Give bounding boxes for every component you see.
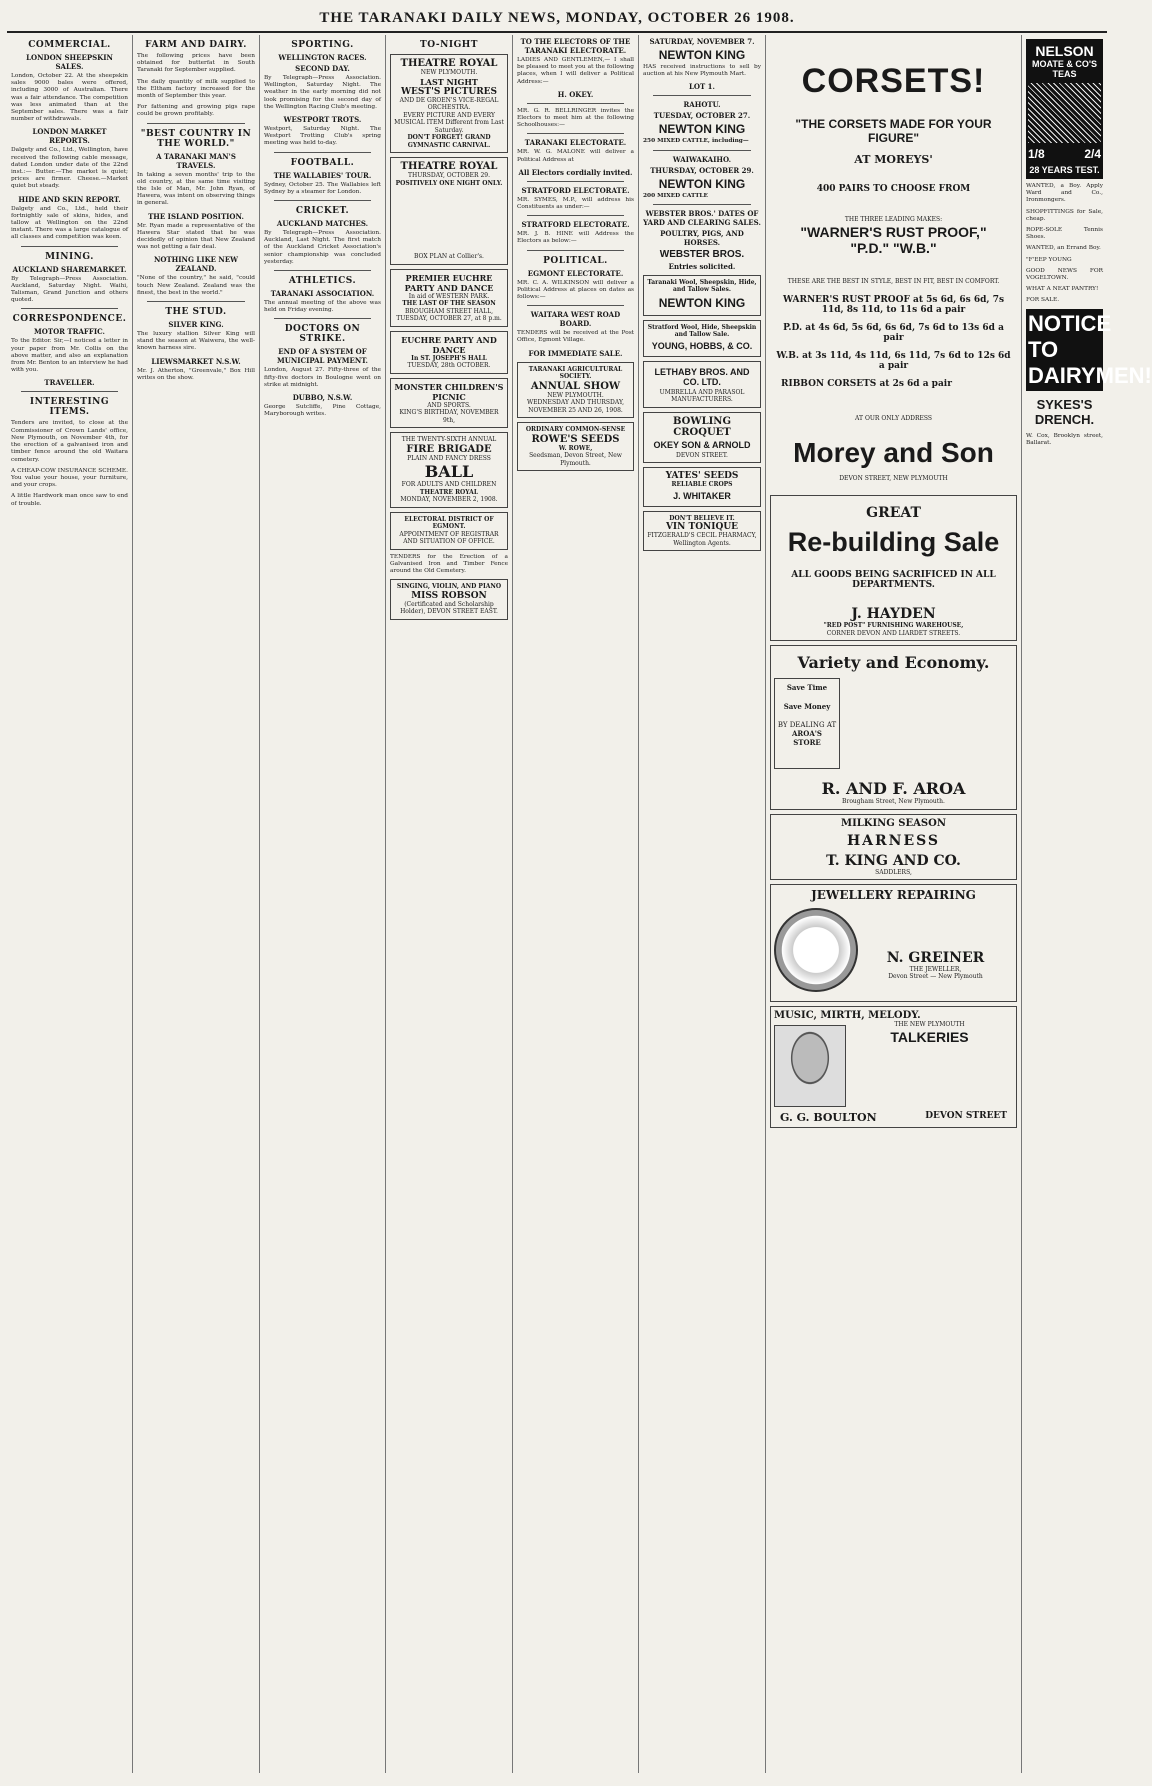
section-heading: INTERESTING ITEMS. <box>29 397 110 418</box>
ad-line: SADDLERS, <box>875 868 912 876</box>
column-classifieds <box>1022 35 1152 1773</box>
ad-title: BOWLING <box>673 415 731 427</box>
ad-line: (Certificated and Scholarship Holder), DEVON STREET EAST. <box>400 600 498 616</box>
ad-title: STRATFORD ELECTORATE. <box>521 220 630 230</box>
talkeries-text <box>846 1021 1013 1111</box>
divider <box>274 200 371 201</box>
ad-line: APPOINTMENT OF REGISTRAR AND SITUATION OF OFFICE. <box>399 530 499 545</box>
ad-line: UMBRELLA AND PARASOL MANUFACTURERS. <box>659 388 745 404</box>
price-line: W.B. at 3s 11d, 4s 11d, 6s 11d, 7s 6d to 12s 6d a pair <box>776 351 1011 371</box>
ad-line: POSITIVELY ONE NIGHT ONLY. <box>395 179 503 187</box>
column-auctions <box>639 35 766 1773</box>
ad-line: THE TWENTY-SIXTH ANNUAL <box>401 436 497 443</box>
watch-icon <box>774 908 858 992</box>
ad-title: Taranaki Wool, Sheepskin, Hide, and Tallow Sales. <box>647 278 757 294</box>
article-text: A CHEAP-COW INSURANCE SCHEME. You value your house, your furniture, and your crops. <box>11 467 128 489</box>
article-text: By Telegraph—Press Association. Wellington, Saturday Night. The weather in the early morning did not look promising for the second day of the Wellington Racing Club's meeting. <box>264 75 381 110</box>
ad-line: FOR ADULTS AND CHILDREN <box>401 481 497 488</box>
harness-ad <box>770 814 1017 881</box>
article-text: Westport, Saturday Night. The Westport Trotting Club's spring meeting was held to-day. <box>264 126 381 147</box>
ad-title: WAIWAKAIHO. <box>672 154 732 164</box>
ad-body: MR. W. G. MALONE will deliver a Political Address at <box>517 149 634 163</box>
ad-title: WAITARA WEST ROAD BOARD. <box>530 310 621 329</box>
ad-line: "WARNER'S RUST PROOF," <box>800 223 987 240</box>
article-text: For fattening and growing pigs rape could be grown profitably. <box>137 104 255 118</box>
section-heading: ATHLETICS. <box>288 276 357 287</box>
section-heading: POLITICAL. <box>543 255 608 266</box>
article-text: In taking a seven months' trip to the old country, at the same time visiting the Isle of Man, Mr. John Ryan, of Hawera, was intent on observing things in general. <box>137 171 255 207</box>
music-teacher-ad <box>390 579 508 620</box>
ad-line: J. WHITAKER <box>673 490 731 501</box>
tea-box-graphic <box>1028 83 1101 143</box>
store-name: R. AND F. AROA <box>821 779 966 798</box>
ad-title: EGMONT ELECTORATE. <box>527 268 624 278</box>
article-text: Sydney, October 25. The Wallabies left Sydney by a steamer for London. <box>264 181 381 195</box>
classified-ad: SHOPFITTINGS for Sale, cheap. <box>1026 208 1103 222</box>
ad-line: "THE CORSETS MADE FOR YOUR FIGURE" <box>795 117 992 145</box>
ad-body: MR. G. R. BELLRINGER invites the Electors to meet him at the following Schoolhouses:— <box>517 107 634 129</box>
ad-line: PLAIN AND FANCY DRESS <box>407 454 491 462</box>
ad-line: LAST NIGHT <box>420 76 478 87</box>
ad-title: LETHABY BROS. AND CO. LTD. <box>654 366 750 387</box>
sale-headline: Re-building Sale <box>787 527 1000 557</box>
column-political <box>513 35 639 1773</box>
divider <box>527 181 624 182</box>
article-text: By Telegraph—Press Association. Auckland, Last Night. The first match of the Auckland Cricket Association's senior championship was concluded yesterday. <box>264 230 381 265</box>
ad-line: THE JEWELLER, <box>909 965 962 973</box>
ad-body: HAS received instructions to sell by auction at his New Plymouth Mart. <box>643 64 761 78</box>
rowes-seeds-ad <box>517 422 634 471</box>
auctioneer-name: NEWTON KING <box>658 176 746 191</box>
store-name: Morey and Son <box>793 436 994 468</box>
signature: TRAVELLER. <box>44 378 95 388</box>
divider <box>21 246 118 247</box>
classified-ad: FOR SALE. <box>1026 297 1060 304</box>
ad-line: OKEY SON & ARNOLD <box>653 439 751 450</box>
ad-title: JEWELLERY REPAIRING <box>811 888 976 902</box>
bowling-croquet-ad <box>643 412 761 464</box>
ad-line: AT OUR ONLY ADDRESS <box>855 415 932 422</box>
ad-line: NEW PLYMOUTH. <box>420 69 478 76</box>
ad-title: YATES' SEEDS <box>665 471 739 482</box>
ad-title: PREMIER EUCHRE PARTY AND DANCE <box>404 272 494 293</box>
vin-tonique-ad <box>643 511 761 552</box>
talkeries-footer <box>774 1111 1013 1124</box>
auctioneer-name: WEBSTER BROS. <box>659 248 745 260</box>
subheading: LONDON MARKET REPORTS. <box>32 127 107 146</box>
ad-line: AND SPORTS. <box>427 401 471 409</box>
ad-body <box>394 189 504 249</box>
ad-title: BALL <box>424 462 474 481</box>
article-text: Mr. J. Atherton, "Greenvale," Box Hill writes on the show. <box>137 367 255 381</box>
aroa-side-box <box>774 678 840 769</box>
jewellery-body <box>774 902 1013 998</box>
article-text: Tenders are invited, to close at the Commissioner of Crown Lands' office, New Plymouth, on November 4th, for the erection of a galvanised iron and timber fence around the old Waitara cemetery. <box>11 420 128 463</box>
classified-ad: W. Cox, Brooklyn street, Ballarat. <box>1026 432 1103 446</box>
classified-ad: ROPE-SOLE Tennis Shoes. <box>1026 227 1103 241</box>
subheading: DUBBO, N.S.W. <box>292 393 353 403</box>
ad-title: TALKERIES <box>890 1028 969 1045</box>
umbrella-ad <box>643 361 761 408</box>
ad-line: THE NEW PLYMOUTH <box>894 1021 965 1028</box>
ad-line: ORDINARY COMMON-SENSE <box>525 426 626 434</box>
ad-line: Entries solicited. <box>668 261 736 271</box>
ad-line: VIN TONIQUE <box>665 522 739 533</box>
ad-line: THESE ARE THE BEST IN STYLE, BEST IN FIT, BEST IN COMFORT. <box>787 277 1000 285</box>
ad-title: RAHOTU. <box>683 100 721 110</box>
tender-notice: TENDERS for the Erection of a Galvanised Iron and Timber Fence around the Old Cemetery. <box>390 553 508 574</box>
ad-line: In ST. JOSEPH'S HALL <box>411 354 487 362</box>
store-name: G. G. BOULTON <box>780 1111 877 1124</box>
ad-title: Variety and Economy. <box>797 653 990 672</box>
stratford-sale-ad <box>643 320 761 357</box>
article-text: By Telegraph—Press Association. Auckland, Saturday Night. Waihi, Talisman, Grand Junction and others quoted. <box>11 275 128 304</box>
ad-line: WEST'S PICTURES <box>400 86 498 97</box>
auctioneer-name: NEWTON KING <box>658 122 746 137</box>
ad-line: DEVON STREET, NEW PLYMOUTH <box>839 474 948 482</box>
ad-line: AND DE GROEN'S VICE-REGAL ORCHESTRA. <box>399 96 499 111</box>
phonograph-icon <box>774 1025 846 1107</box>
price-line: 1/8 <box>1028 147 1045 161</box>
subheading: SECOND DAY. <box>295 64 350 73</box>
divider <box>653 95 751 96</box>
article-text: To the Editor. Sir,—I noticed a letter in your paper from Mr. Collis on the above matter, and also an explanation from Mr. Benton to an interview he had with you. <box>11 338 128 374</box>
classified-ad: GOOD NEWS FOR VOGELTOWN. <box>1026 267 1103 282</box>
divider <box>147 301 245 302</box>
ad-line: 28 YEARS TEST. <box>1029 165 1100 175</box>
ad-line: BY DEALING AT <box>777 721 837 729</box>
ad-line: THURSDAY, OCTOBER 29. <box>407 172 490 179</box>
ad-line: EVERY PICTURE AND EVERY MUSICAL ITEM Different from Last Saturday. <box>394 111 504 134</box>
classified-ad: WANTED, an Errand Boy. <box>1026 245 1101 252</box>
divider <box>653 150 751 151</box>
store-name: J. HAYDEN <box>851 606 936 622</box>
section-heading: MINING. <box>45 251 94 262</box>
ad-line: GREAT <box>866 505 921 521</box>
auctioneer-name: NEWTON KING <box>658 295 746 310</box>
signature: H. OKEY. <box>557 89 594 99</box>
article-text: Mr. Ryan made a representative of the Hawera Star stated that he was decidedly of opinion that New Zealand was not getting a fair deal. <box>137 222 255 251</box>
masthead: THE TARANAKI DAILY NEWS, MONDAY, OCTOBER 26 1908. <box>7 5 1107 33</box>
picnic-ad <box>390 378 508 429</box>
ad-body: MR. J. B. HINE will Address the Electors as below:— <box>517 231 634 245</box>
ad-line: FITZGERALD'S CECIL PHARMACY, Wellington Agents. <box>647 532 757 547</box>
ad-line: WEDNESDAY AND THURSDAY, NOVEMBER 25 AND 26, 1908. <box>526 399 625 414</box>
newspaper-page <box>7 5 1152 1775</box>
subheading: LIEWSMARKET N.S.W. <box>151 356 241 366</box>
electoral-ad <box>390 512 508 550</box>
tea-prices <box>1028 147 1101 161</box>
ad-line: THEATRE ROYAL <box>419 488 479 496</box>
yates-seeds-ad <box>643 467 761 507</box>
ad-title: MONSTER CHILDREN'S PICNIC <box>394 381 504 402</box>
ad-body: MR. SYMES, M.P., will address his Constituents as under:— <box>517 196 634 211</box>
ad-title: Stratford Wool, Hide, Sheepskin and Tallow Sale. <box>647 323 757 339</box>
ad-line: MONDAY, NOVEMBER 2, 1908. <box>400 496 498 503</box>
ad-line: TUESDAY, 28th OCTOBER. <box>407 362 491 369</box>
ad-body: MR. C. A. WILKINSON will deliver a Political Address at places on dates as follows:— <box>517 279 634 301</box>
ad-line: DEVON STREET. <box>676 451 728 459</box>
ad-title: ELECTORAL DISTRICT OF EGMONT. <box>404 515 494 530</box>
ad-line: Devon Street — New Plymouth <box>888 973 983 980</box>
article-text: The annual meeting of the above was held on Friday evening. <box>264 300 381 314</box>
column-commercial <box>7 35 133 1773</box>
auctioneer-name: NEWTON KING <box>658 48 746 62</box>
section-heading: CRICKET. <box>295 206 350 217</box>
article-text: Dalgety and Co., Ltd., Wellington, have received the following cable message, dated London under date of the 22nd inst.:— Butter.—The market is quiet; prices are firmer. Cheese.—Market quiet but steady. <box>11 147 128 190</box>
classified-ad: "F'EEP YOUNG <box>1026 256 1072 263</box>
corsets-ad <box>770 39 1017 485</box>
price-line: RIBBON CORSETS at 2s 6d a pair <box>781 379 952 389</box>
ad-title: FOR IMMEDIATE SALE. <box>528 348 623 358</box>
auctioneer-name: YOUNG, HOBBS, & CO. <box>651 340 753 351</box>
ad-line: AROA'S <box>792 729 822 738</box>
subheading: MOTOR TRAFFIC. <box>34 327 105 337</box>
ad-line: MISS ROBSON <box>411 590 487 601</box>
ad-line: THE THREE LEADING MAKES: <box>844 216 943 223</box>
classified-ad: WANTED, a Boy. Apply Ward and Co., Ironmongers. <box>1026 183 1103 204</box>
jewellery-text <box>858 920 1013 981</box>
ad-date: THURSDAY, OCTOBER 29. <box>650 165 754 175</box>
ad-title: SYKES'S DRENCH. <box>1034 396 1095 427</box>
subheading: TARANAKI ASSOCIATION. <box>270 289 375 299</box>
price-line: WARNER'S RUST PROOF at 5s 6d, 6s 6d, 7s 11d, 8s 11d, to 11s 6d a pair <box>782 295 1005 315</box>
ad-line: TUESDAY, OCTOBER 27, at 8 p.m. <box>396 315 502 322</box>
ad-line: THE LAST OF THE SEASON <box>402 300 496 307</box>
ad-line: MOATE & CO'S TEAS <box>1032 59 1097 79</box>
article-text: The daily quantity of milk supplied to the Eltham factory increased for the month of September this year. <box>137 78 255 100</box>
divider <box>274 270 371 271</box>
divider <box>527 215 624 216</box>
ad-line: AT MOREYS' <box>854 153 933 166</box>
ad-line: LOT 1. <box>689 82 715 92</box>
ad-title: CROQUET <box>673 426 731 438</box>
divider <box>21 391 118 392</box>
ad-line: RELIABLE CROPS <box>671 481 733 489</box>
divider <box>147 123 245 124</box>
article-text: George Sutcliffe, Pine Cottage, Maryborough writes. <box>264 404 381 418</box>
ad-line: DON'T FORGET! GRAND GYMNASTIC CARNIVAL. <box>407 134 491 149</box>
ad-line: TARANAKI AGRICULTURAL SOCIETY. <box>528 365 623 381</box>
wool-sales-ad <box>643 275 761 316</box>
section-heading: "BEST COUNTRY IN THE WORLD." <box>140 128 252 149</box>
article-text: The following prices have been obtained for butterfat in South Taranaki for September supplied. <box>137 53 255 74</box>
subheading: AUCKLAND MATCHES. <box>276 219 369 229</box>
ad-line: KING'S BIRTHDAY, NOVEMBER 9th, <box>399 409 499 424</box>
ad-line: BOX PLAN at Collier's. <box>414 253 484 260</box>
subheading: SILVER KING. <box>168 320 224 330</box>
ad-line: CORNER DEVON AND LIARDET STREETS. <box>826 629 961 637</box>
ad-body: LADIES AND GENTLEMEN,— I shall be pleased to meet you at the following places, when I will deliver a Political Address:— <box>517 57 634 85</box>
section-heading: TO-NIGHT <box>420 40 478 50</box>
ad-line: Save Time <box>786 683 828 692</box>
ad-title: TO THE ELECTORS OF THE TARANAKI ELECTORATE. <box>520 37 631 55</box>
divider <box>653 204 751 205</box>
section-heading: DOCTORS ON STRIKE. <box>284 324 361 345</box>
subheading: A TARANAKI MAN'S TRAVELS. <box>156 151 236 170</box>
subheading: THE WALLABIES' TOUR. <box>273 170 372 180</box>
ad-body: 250 MIXED CATTLE, including— <box>643 138 749 145</box>
ad-title: ANNUAL SHOW <box>530 380 621 392</box>
article-text: "None of the country," he said, "could touch New Zealand. Zealand was the finest, the best in the world." <box>137 275 255 296</box>
store-name: N. GREINER <box>886 949 985 966</box>
article-text: The luxury stallion Silver King will stand the season at Waiwera, the well-known harness sire. <box>137 331 255 352</box>
ad-title: EUCHRE PARTY AND DANCE <box>401 334 497 355</box>
subheading: THE ISLAND POSITION. <box>148 211 244 221</box>
article-text: A little Hardwork man once saw to end of trouble. <box>11 493 128 507</box>
subheading: END OF A SYSTEM OF MUNICIPAL PAYMENT. <box>277 347 368 366</box>
subheading: LONDON SHEEPSKIN SALES. <box>26 53 113 71</box>
subheading: NOTHING LIKE NEW ZEALAND. <box>153 255 239 274</box>
subheading: WESTPORT TROTS. <box>283 115 362 125</box>
st-josephs-ad <box>390 331 508 374</box>
subheading: WELLINGTON RACES. <box>278 53 367 62</box>
ad-line: Brougham Street, New Plymouth. <box>842 798 945 805</box>
ad-title: THEATRE ROYAL <box>400 161 498 172</box>
ad-line: All Electors cordially invited. <box>518 167 633 177</box>
ad-title: MUSIC, MIRTH, MELODY. <box>774 1010 921 1021</box>
column-entertainments <box>386 35 513 1773</box>
store-name: T. KING AND CO. <box>826 852 961 869</box>
ad-title: WEBSTER BROS.' DATES OF YARD AND CLEARING SALES. <box>643 208 761 227</box>
ad-line: In aid of WESTERN PARK. <box>408 292 490 300</box>
ad-title: THEATRE ROYAL <box>400 58 498 69</box>
jewellery-ad <box>770 884 1017 1002</box>
divider <box>527 305 624 306</box>
price-line: 2/4 <box>1084 147 1101 161</box>
section-heading: COMMERCIAL. <box>28 40 111 50</box>
tea-ad <box>1026 39 1103 179</box>
ad-title: STRATFORD ELECTORATE. <box>521 185 630 195</box>
article-text: Dalgety and Co., Ltd., held their fortnightly sale of skins, hides, and tallow at Wellington on the 22nd instant. There was a large catalogue of all classes and competition was keen. <box>11 205 128 241</box>
euchre-party-ad <box>390 269 508 327</box>
ad-line: 400 PAIRS TO CHOOSE FROM <box>816 184 971 194</box>
ad-line: ALL GOODS BEING SACRIFICED IN ALL DEPARTMENTS. <box>791 570 996 590</box>
ad-title: HARNESS <box>846 832 941 849</box>
agricultural-show-ad <box>517 362 634 419</box>
column-farm-dairy <box>133 35 260 1773</box>
ad-line: Save Money <box>783 702 831 711</box>
corsets-headline: CORSETS! <box>801 62 986 100</box>
ad-line: "P.D." "W.B." <box>850 239 937 256</box>
divider <box>274 152 371 153</box>
ad-line: DEVON STREET <box>925 1111 1007 1121</box>
ad-title: POULTRY, PIGS, AND HORSES. <box>660 228 744 247</box>
divider <box>527 103 624 104</box>
ad-body <box>774 678 1013 769</box>
ad-title: NELSON <box>1035 43 1094 59</box>
column-display-ads <box>766 35 1022 1773</box>
ad-body: 200 MIXED CATTLE <box>643 192 708 199</box>
ad-title: SINGING, VIOLIN, AND PIANO <box>396 583 502 591</box>
divider <box>274 318 371 319</box>
aroa-store-ad <box>770 645 1017 810</box>
article-text: London, October 22. At the sheepskin sales 9000 bales were offered, including 3000 of Australian. There was a fair attendance. The competition was less animated than at the September sales. There was a fair number of withdrawals. <box>11 73 128 123</box>
subheading: AUCKLAND SHAREMARKET. <box>12 264 127 274</box>
fire-brigade-ball-ad <box>390 432 508 508</box>
subheading: HIDE AND SKIN REPORT. <box>18 194 121 204</box>
ad-title: FIRE BRIGADE <box>406 443 492 455</box>
ad-date: TUESDAY, OCTOBER 27. <box>653 111 751 121</box>
theatre-royal-ad <box>390 54 508 153</box>
ad-title: ROWE'S SEEDS <box>531 433 620 445</box>
divider <box>527 133 624 134</box>
column-sporting <box>260 35 386 1773</box>
divider <box>527 250 624 251</box>
article-text: London, August 27. Fifty-three of the fifty-five doctors in Boulogne went on strike at midnight. <box>264 367 381 388</box>
notice-to-dairymen: NOTICE TO DAIRYMEN! <box>1026 309 1103 391</box>
classified-ad: WHAT A NEAT PANTRY! <box>1026 286 1099 293</box>
ad-line: "RED POST" FURNISHING WAREHOUSE, <box>823 622 964 629</box>
columns <box>7 35 1152 1773</box>
talkeries-body <box>774 1021 1013 1111</box>
ad-line: STORE <box>793 738 821 747</box>
section-heading: FARM AND DAIRY. <box>145 40 247 50</box>
ad-line: W. ROWE, <box>558 444 593 452</box>
ad-date: SATURDAY, NOVEMBER 7. <box>649 37 755 46</box>
talkeries-ad <box>770 1006 1017 1128</box>
ad-title: MILKING SEASON <box>841 817 946 829</box>
theatre-royal-ad-2 <box>390 157 508 265</box>
section-heading: CORRESPONDENCE. <box>12 314 127 325</box>
divider <box>21 308 118 309</box>
ad-line: BROUGHAM STREET HALL, <box>404 307 494 315</box>
ad-line: NEW PLYMOUTH. <box>547 391 604 399</box>
ad-title: TARANAKI ELECTORATE. <box>524 138 627 148</box>
rebuilding-sale-ad <box>770 495 1017 641</box>
aroa-text <box>846 680 1013 765</box>
section-heading: SPORTING. <box>291 40 354 50</box>
ad-body: TENDERS will be received at the Post Office, Egmont Village. <box>517 330 634 344</box>
ad-line: Seedsman, Devon Street, New Plymouth. <box>529 452 622 467</box>
ad-title: DON'T BELIEVE IT. <box>669 514 735 522</box>
price-line: P.D. at 4s 6d, 5s 6d, 6s 6d, 7s 6d to 13s 6d a pair <box>783 323 1004 343</box>
section-heading: THE STUD. <box>165 307 227 318</box>
section-heading: FOOTBALL. <box>290 157 355 168</box>
